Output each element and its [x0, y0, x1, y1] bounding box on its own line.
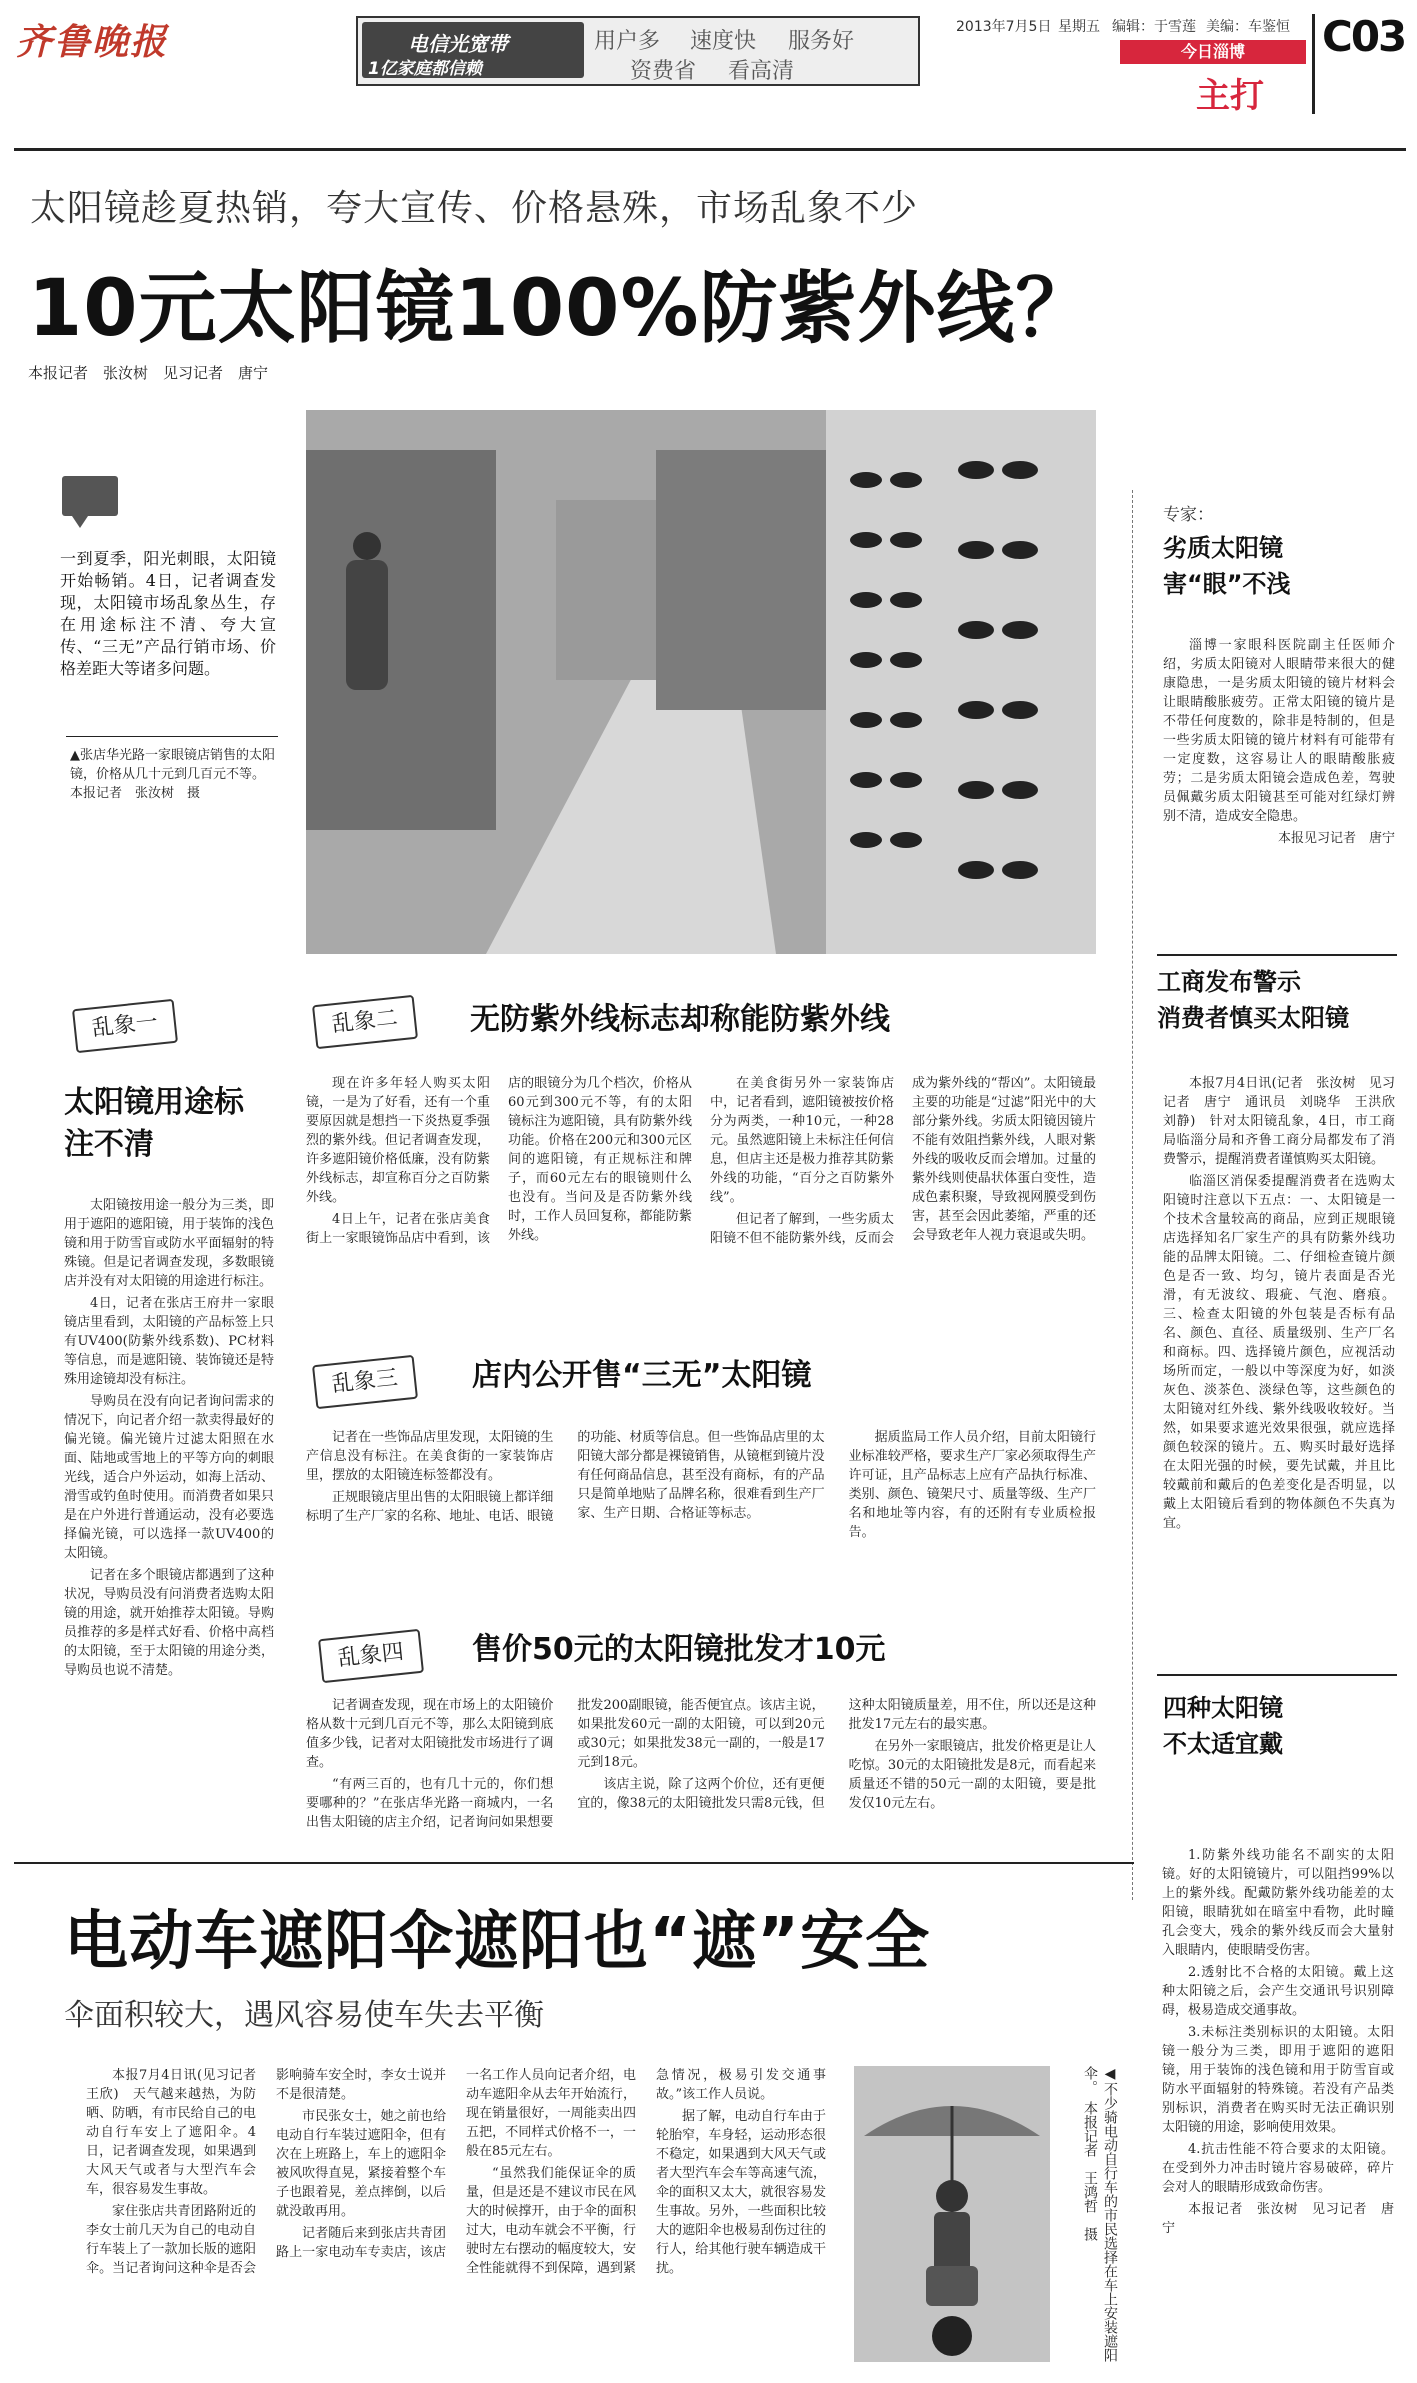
scooter-umbrella-photo — [854, 2066, 1050, 2362]
section4-paragraph: 该店主说，除了这两个价位，还有更便宜的，像38元的太阳镜批发只需8元钱，但这种太阳镜质量差，用不住，所以还是这种批发17元左右的最实惠。 — [577, 1698, 1096, 1811]
section1-body — [64, 1196, 274, 1683]
second-story-headline: 电动车遮阳伞遮阳也“遮”安全 — [64, 1905, 931, 1979]
issue-date: 2013年7月5日 — [956, 19, 1052, 35]
section2-paragraph: 现在许多年轻人购买太阳镜，一是为了好看，还有一个重要原因就是想挡一下炎热夏季强烈的紫外线。但记者调查发现，许多遮阳镜价格低廉，没有防紫外线标志，却宣称百分之百防紫外线。 — [306, 1076, 490, 1205]
sidebar-box3-paragraph: 1.防紫外线功能名不副实的太阳镜。好的太阳镜镜片，可以阻挡99%以上的紫外线。配戴防紫外线功能差的太阳镜，眼睛犹如在暗室中看物，此时瞳孔会变大，残余的紫外线反而会大量射入眼睛内，使眼睛受伤害。 — [1162, 1848, 1394, 1958]
store-photo-illustration — [306, 410, 1096, 954]
issue-weekday: 星期五 — [1058, 19, 1100, 35]
sidebar-box1-byline: 本报见习记者 唐宁 — [1277, 831, 1395, 846]
section-name: 主打 — [1196, 76, 1264, 116]
sidebar-box1-paragraph: 淄博一家眼科医院副主任医师介绍，劣质太阳镜对人眼睛带来很大的健康隐患，一是劣质太阳镜的镜片材料会让眼睛酸胀疲劳。正常太阳镜的镜片是不带任何度数的，除非是特制的，但是一些劣质太阳镜的镜片材料有可能带有一定度数，这容易让人的眼睛酸胀疲劳；二是劣质太阳镜会造成色差，驾驶员佩戴劣质太阳镜甚至可能对红绿灯辨别不清，造成安全隐患。 — [1163, 638, 1395, 824]
second-story-body — [86, 2066, 826, 2366]
ad-slogan-1: 用户多 — [594, 29, 661, 54]
section2-tag: 乱象二 — [312, 995, 418, 1049]
sidebar-divider — [1157, 954, 1397, 956]
section1-paragraph: 导购员在没有向记者询问需求的情况下，向记者介绍一款卖得最好的偏光镜。偏光镜片过滤太阳照在水面、陆地或雪地上的平等方向的刺眼光线，适合户外运动，如海上活动、滑雪或钓鱼时使用。而消费者如果只是在户外进行普通运动，没有必要选择偏光镜，可以选择一款UV400的太阳镜。 — [64, 1394, 274, 1561]
second-story-paragraph: 市民张女士，她之前也给电动自行车装过遮阳伞，但有次在上班路上，车上的遮阳伞被风吹得直晃，紧接着整个车子也跟着晃，差点摔倒，以后就没敢再用。 — [276, 2109, 446, 2219]
section3-tag: 乱象三 — [312, 1355, 418, 1409]
section4-paragraph: 在另外一家眼镜店，批发价格更是让人吃惊。30元的太阳镜批发是8元，而看起来质量还不错的50元一副的太阳镜，要是批发仅10元左右。 — [848, 1739, 1096, 1811]
scooter-photo-illustration — [854, 2066, 1050, 2362]
ad-line1: 电信光宽带 — [408, 32, 508, 56]
second-story-paragraph: “虽然我们能保证伞的质量，但是还是不建议市民在风大的时候撑开，由于伞的面积过大，电动车就会不平衡，行驶时左右摆动的幅度较大，安全性能就得不到保障，遇到紧急情况，极易引发交通事故。”该工作人员说。 — [466, 2068, 826, 2276]
paper-name: 齐鲁晚报 — [16, 21, 169, 63]
story-headline: 10元太阳镜100%防紫外线？ — [28, 264, 1095, 354]
section2-paragraph: 但记者了解到，一些劣质太阳镜不但不能防紫外线，反而会成为紫外线的“帮凶”。太阳镜最主要的功能是“过滤”阳光中的大部分紫外线。劣质太阳镜因镜片不能有效阻挡紫外线，人眼对紫外线的吸收反而会增加。过量的紫外线则使晶状体蛋白变性，造成色素积聚，导致视网膜受到伤害，甚至会因此萎缩，严重的还会导致老年人视力衰退或失明。 — [710, 1076, 1096, 1246]
ad-slogan-5: 看高清 — [728, 59, 795, 84]
section-tag: 今日淄博 — [1120, 40, 1306, 64]
section1-paragraph: 太阳镜按用途一般分为三类，即用于遮阳的遮阳镜，用于装饰的浅色镜和用于防雪盲或防水平面辐射的特殊镜。但是记者调查发现，多数眼镜店并没有对太阳镜的用途进行标注。 — [64, 1198, 274, 1289]
section4-paragraph: “有两三百的，也有几十元的，你们想要哪种的？”在张店华光路一商城内，一名出售太阳镜的店主介绍，记者询问如果想要批发200副眼镜，能否便宜点。该店主说，如果批发60元一副的太阳镜，可以到20元或30元；如果批发38元一副的，一般是17元到18元。 — [306, 1698, 825, 1830]
sidebar-box2-body — [1163, 1074, 1409, 1536]
story-byline: 本报记者 张汝树 见习记者 唐宁 — [28, 364, 269, 382]
masthead-rule — [14, 148, 1406, 151]
section4-tag: 乱象四 — [318, 1629, 424, 1683]
lead-divider — [66, 736, 278, 737]
section1-paragraph: 4日，记者在张店王府井一家眼镜店里看到，太阳镜的产品标签上只有UV400(防紫外线系数)、PC材料等信息，而是遮阳镜、装饰镜还是特殊用途镜却没有标注。 — [64, 1296, 274, 1387]
section2-paragraph: 4日上午，记者在张店美食街上一家眼镜饰品店中看到，该店的眼镜分为几个档次，价格从60元到300元不等，有的太阳镜标注为遮阳镜，具有防紫外线功能。价格在200元和300元区间的遮阳镜，有正规标注和牌子，而60元左右的眼镜则什么也没有。当问及是否防紫外线时，工作人员回复称，都能防紫外线。 — [306, 1076, 692, 1246]
photo-caption-1: ▲张店华光路一家眼镜店销售的太阳镜，价格从几十元到几百元不等。 本报记者 张汝树 摄 — [70, 748, 275, 801]
section1-paragraph: 记者在多个眼镜店都遇到了这种状况，导购员没有问消费者选购太阳镜的用途，就开始推荐太阳镜。导购员推荐的多是样式好看、价格中高档的太阳镜，至于太阳镜的用途分类，导购员也说不清楚。 — [64, 1568, 274, 1678]
editor-credit: 编辑：于雪莲 — [1112, 19, 1196, 35]
section3-paragraph: 据质监局工作人员介绍，目前太阳镜行业标准较严格，要求生产厂家必须取得生产许可证，且产品标志上应有产品执行标准、类别、颜色、镜架尺寸、质量等级、生产厂名和地址等内容，有的还附有专业质检报告。 — [848, 1430, 1096, 1540]
sidebar — [1132, 490, 1409, 1900]
sidebar-box1-body — [1163, 636, 1395, 851]
section2-body — [306, 1074, 1096, 1304]
sidebar-box2-paragraph: 临淄区消保委提醒消费者在选购太阳镜时注意以下五点：一、太阳镜是一个技术含量较高的商品，应到正规眼镜店选择知名厂家生产的具有防紫外线功能的品牌太阳镜。二、仔细检查镜片颜色是否一致、均匀，镜片表面是否光滑，有无波纹、瑕疵、气泡、磨痕。三、检查太阳镜的外包装是否标有品名、颜色、直径、质量级别、生产厂名和商标。四、选择镜片颜色，应视活动场所而定，一般以中等深度为好，如淡灰色、淡茶色、淡绿色等，这些颜色的太阳镜对红外线、紫外线吸收较好。当然，如果要求遮光效果很强，就应选择颜色较深的镜片。五、购买时最好选择在太阳光强的时候，要先试戴，并且比较戴前和戴后的色差变化是否明显，以戴上太阳镜后看到的物体颜色不失真为宜。 — [1163, 1174, 1395, 1531]
second-story-paragraph: 据了解，电动自行车由于轮胎窄，车身轻，运动形态很不稳定，如果遇到大风天气或者大型汽车会车等高速气流，伞的面积又太大，就很容易发生事故。另外，一些面积比较大的遮阳伞也极易刮伤过往的行人，给其他行驶车辆造成干扰。 — [656, 2109, 826, 2276]
section4-title: 售价50元的太阳镜批发才10元 — [472, 1632, 886, 1667]
section3-body — [306, 1428, 1096, 1578]
story-kicker: 太阳镜趁夏热销，夸大宣传、价格悬殊，市场乱象不少 — [30, 188, 919, 229]
designer-credit: 美编：车鉴恒 — [1206, 19, 1290, 35]
page-number: C03 — [1322, 12, 1406, 61]
second-story-rule — [14, 1862, 1134, 1864]
sidebar-box1-title — [1163, 530, 1291, 602]
story-lead: 一到夏季，阳光刺眼，太阳镜开始畅销。4日，记者调查发现，太阳镜市场乱象丛生，存在用途标注不清、夸大宣传、“三无”产品行销市场、价格差距大等诸多问题。 — [60, 549, 276, 678]
sidebar-box2-title — [1157, 964, 1349, 1036]
sidebar-box3-title-line: 不太适宜戴 — [1163, 1730, 1283, 1758]
section3-paragraph: 正规眼镜店里出售的太阳眼镜上都详细标明了生产厂家的名称、地址、电话、眼镜的功能、材质等信息。但一些饰品店里的太阳镜大部分都是裸镜销售，从镜框到镜片没有任何商品信息，甚至没有商标，有的产品只是简单地贴了品牌名称，很难看到生产厂家、生产日期、合格证等标志。 — [306, 1430, 825, 1524]
sidebar-box3-paragraph: 2.透射比不合格的太阳镜。戴上这种太阳镜之后，会产生交通讯号识别障碍，极易造成交通事故。 — [1162, 1965, 1394, 2018]
ad-slogan-4: 资费省 — [630, 59, 697, 84]
second-story-subhead: 伞面积较大，遇风容易使车失去平衡 — [64, 1998, 544, 2033]
sidebar-box2-title-line: 消费者慎买太阳镜 — [1157, 1004, 1349, 1032]
sidebar-box3-title — [1163, 1690, 1283, 1762]
section2-paragraph: 在美食街另外一家装饰店中，记者看到，遮阳镜被按价格分为两类，一种10元，一种28元。虽然遮阳镜上未标注任何信息，但店主还是极力推荐其防紫外线的功能，“百分之百防紫外线”。 — [710, 1076, 894, 1205]
sidebar-box1-title-line: 劣质太阳镜 — [1163, 534, 1283, 562]
section3-title: 店内公开售“三无”太阳镜 — [472, 1358, 812, 1393]
sidebar-box1-title-line: 害“眼”不浅 — [1163, 570, 1291, 598]
ad-line2: 1亿家庭都信赖 — [368, 59, 482, 79]
sidebar-box2-paragraph: 本报7月4日讯(记者 张汝树 见习记者 唐宁 通讯员 刘晓华 王洪欣 刘静) 针对太阳镜乱象，4日，市工商局临淄分局和齐鲁工商分局都发布了消费警示，提醒消费者谨慎购买太阳镜。 — [1163, 1076, 1409, 1167]
sidebar-box3-byline: 本报记者 张汝树 见习记者 唐宁 — [1162, 2202, 1394, 2236]
ad-slogan-3: 服务好 — [788, 29, 855, 54]
sidebar-expert-label: 专家： — [1163, 505, 1214, 525]
sidebar-box3-body — [1162, 1846, 1394, 2241]
masthead-vertical-divider — [1312, 14, 1315, 114]
sunglasses-store-photo — [306, 410, 1096, 954]
second-story-paragraph: 本报7月4日讯(见习记者 王欣) 天气越来越热，为防晒、防晒，有市民给自己的电动自行车安上了遮阳伞。4日，记者调查发现，如果遇到大风天气或者与大型汽车会车，很容易发生事故。 — [86, 2068, 270, 2197]
section4-paragraph: 记者调查发现，现在市场上的太阳镜价格从数十元到几百元不等，那么太阳镜到底值多少钱，记者对太阳镜批发市场进行了调查。 — [306, 1698, 554, 1770]
sidebar-box3-title-line: 四种太阳镜 — [1163, 1694, 1283, 1722]
quote-icon — [62, 476, 118, 516]
broadband-logo — [362, 22, 584, 78]
section1-tag: 乱象一 — [72, 999, 178, 1053]
ad-slogan-2: 速度快 — [690, 29, 757, 54]
section1-title: 太阳镜用途标注不清 — [64, 1085, 244, 1162]
second-story-paragraph: 记者随后来到张店共青团路上一家电动车专卖店，该店一名工作人员向记者介绍，电动车遮阳伞从去年开始流行，现在销量很好，一周能卖出四五把，不同样式价格不一，一般在85元左右。 — [276, 2068, 636, 2260]
sidebar-box2-title-line: 工商发布警示 — [1157, 968, 1301, 996]
section3-paragraph: 记者在一些饰品店里发现，太阳镜的生产信息没有标注。在美食街的一家装饰店里，摆放的太阳镜连标签都没有。 — [306, 1430, 554, 1483]
sidebar-divider — [1157, 1674, 1397, 1676]
sidebar-box3-paragraph: 3.未标注类别标识的太阳镜。太阳镜一般分为三类，即用于遮阳的遮阳镜，用于装饰的浅色镜和用于防雪盲或防水平面辐射的特殊镜。若没有产品类别标识，消费者在购买时无法正确识别太阳镜的用途，影响使用效果。 — [1162, 2025, 1394, 2135]
sidebar-box3-paragraph: 4.抗击性能不符合要求的太阳镜。在受到外力冲击时镜片容易破碎，碎片会对人的眼睛形成致命伤害。 — [1162, 2142, 1394, 2195]
section4-body — [306, 1696, 1096, 1856]
section2-title: 无防紫外线标志却称能防紫外线 — [470, 1002, 890, 1037]
masthead-ad-banner — [356, 16, 920, 86]
photo-caption-2: ◀不少骑电动自行车的市民选择在车上安装遮阳伞。 本报记者 王鸿哲 摄 — [1082, 2066, 1118, 2362]
second-story-paragraph: 家住张店共青团路附近的李女士前几天为自己的电动自行车装上了一款加长版的遮阳伞。当记者询问这种伞是否会影响骑车安全时，李女士说并不是很清楚。 — [86, 2068, 446, 2276]
